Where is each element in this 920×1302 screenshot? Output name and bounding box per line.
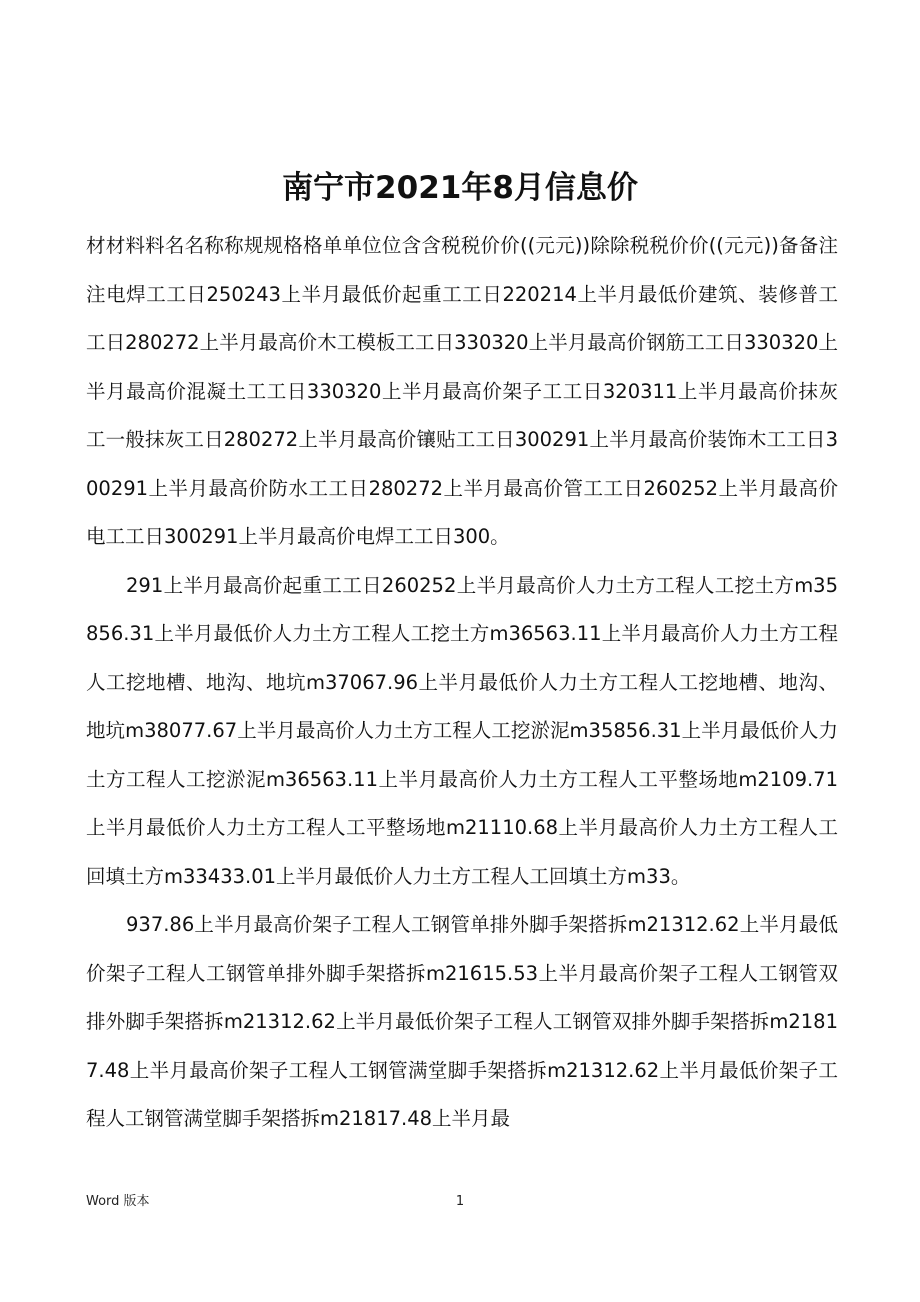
paragraph-2: 291上半月最高价起重工工日260252上半月最高价人力土方工程人工挖土方m35856.31上半月最低价人力土方工程人工挖土方m36563.11上半月最高价人力土方工程人工挖地槽、地沟、地坑m37067.96上半月最低价人力土方工程人工挖地槽、地沟、地坑m38077.67上半月最高价人力土方工程人工挖淤泥m35856.31上半月最低价人力土方工程人工挖淤泥m36563.11上半月最高价人力土方工程人工平整场地m2109.71上半月最低价人力土方工程人工平整场地m21110.68上半月最高价人力土方工程人工回填土方m33433.01上半月最低价人力土方工程人工回填土方m33。 [86, 573, 838, 888]
footer-page-number: 1 [455, 1194, 465, 1209]
paragraph-3: 937.86上半月最高价架子工程人工钢管单排外脚手架搭拆m21312.62上半月最低价架子工程人工钢管单排外脚手架搭拆m21615.53上半月最高价架子工程人工钢管双排外脚手架搭拆m21312.62上半月最低价架子工程人工钢管双排外脚手架搭拆m21817.48上半月最高价架子工程人工钢管满堂脚手架搭拆m21312.62上半月最低价架子工程人工钢管满堂脚手架搭拆m21817.48上半月最 [86, 913, 838, 1130]
document-title: 南宁市2021年8月信息价 [282, 169, 638, 206]
paragraph-1: 材材料料名名称称规规格格单单位位含含税税价价((元元))除除税税价价((元元))备备注注电焊工工日250243上半月最低价起重工工日220214上半月最低价建筑、装修普工工日280272上半月最高价木工模板工工日330320上半月最高价钢筋工工日330320上半月最高价混凝土工工日330320上半月最高价架子工工日320311上半月最高价抹灰工一般抹灰工日280272上半月最高价镶贴工工日300291上半月最高价装饰木工工日300291上半月最高价防水工工日280272上半月最高价管工工日260252上半月最高价电工工日300291上半月最高价电焊工工日300。 [86, 234, 838, 548]
footer-version-label: Word 版本 [86, 1194, 150, 1209]
document-body [86, 222, 838, 1144]
